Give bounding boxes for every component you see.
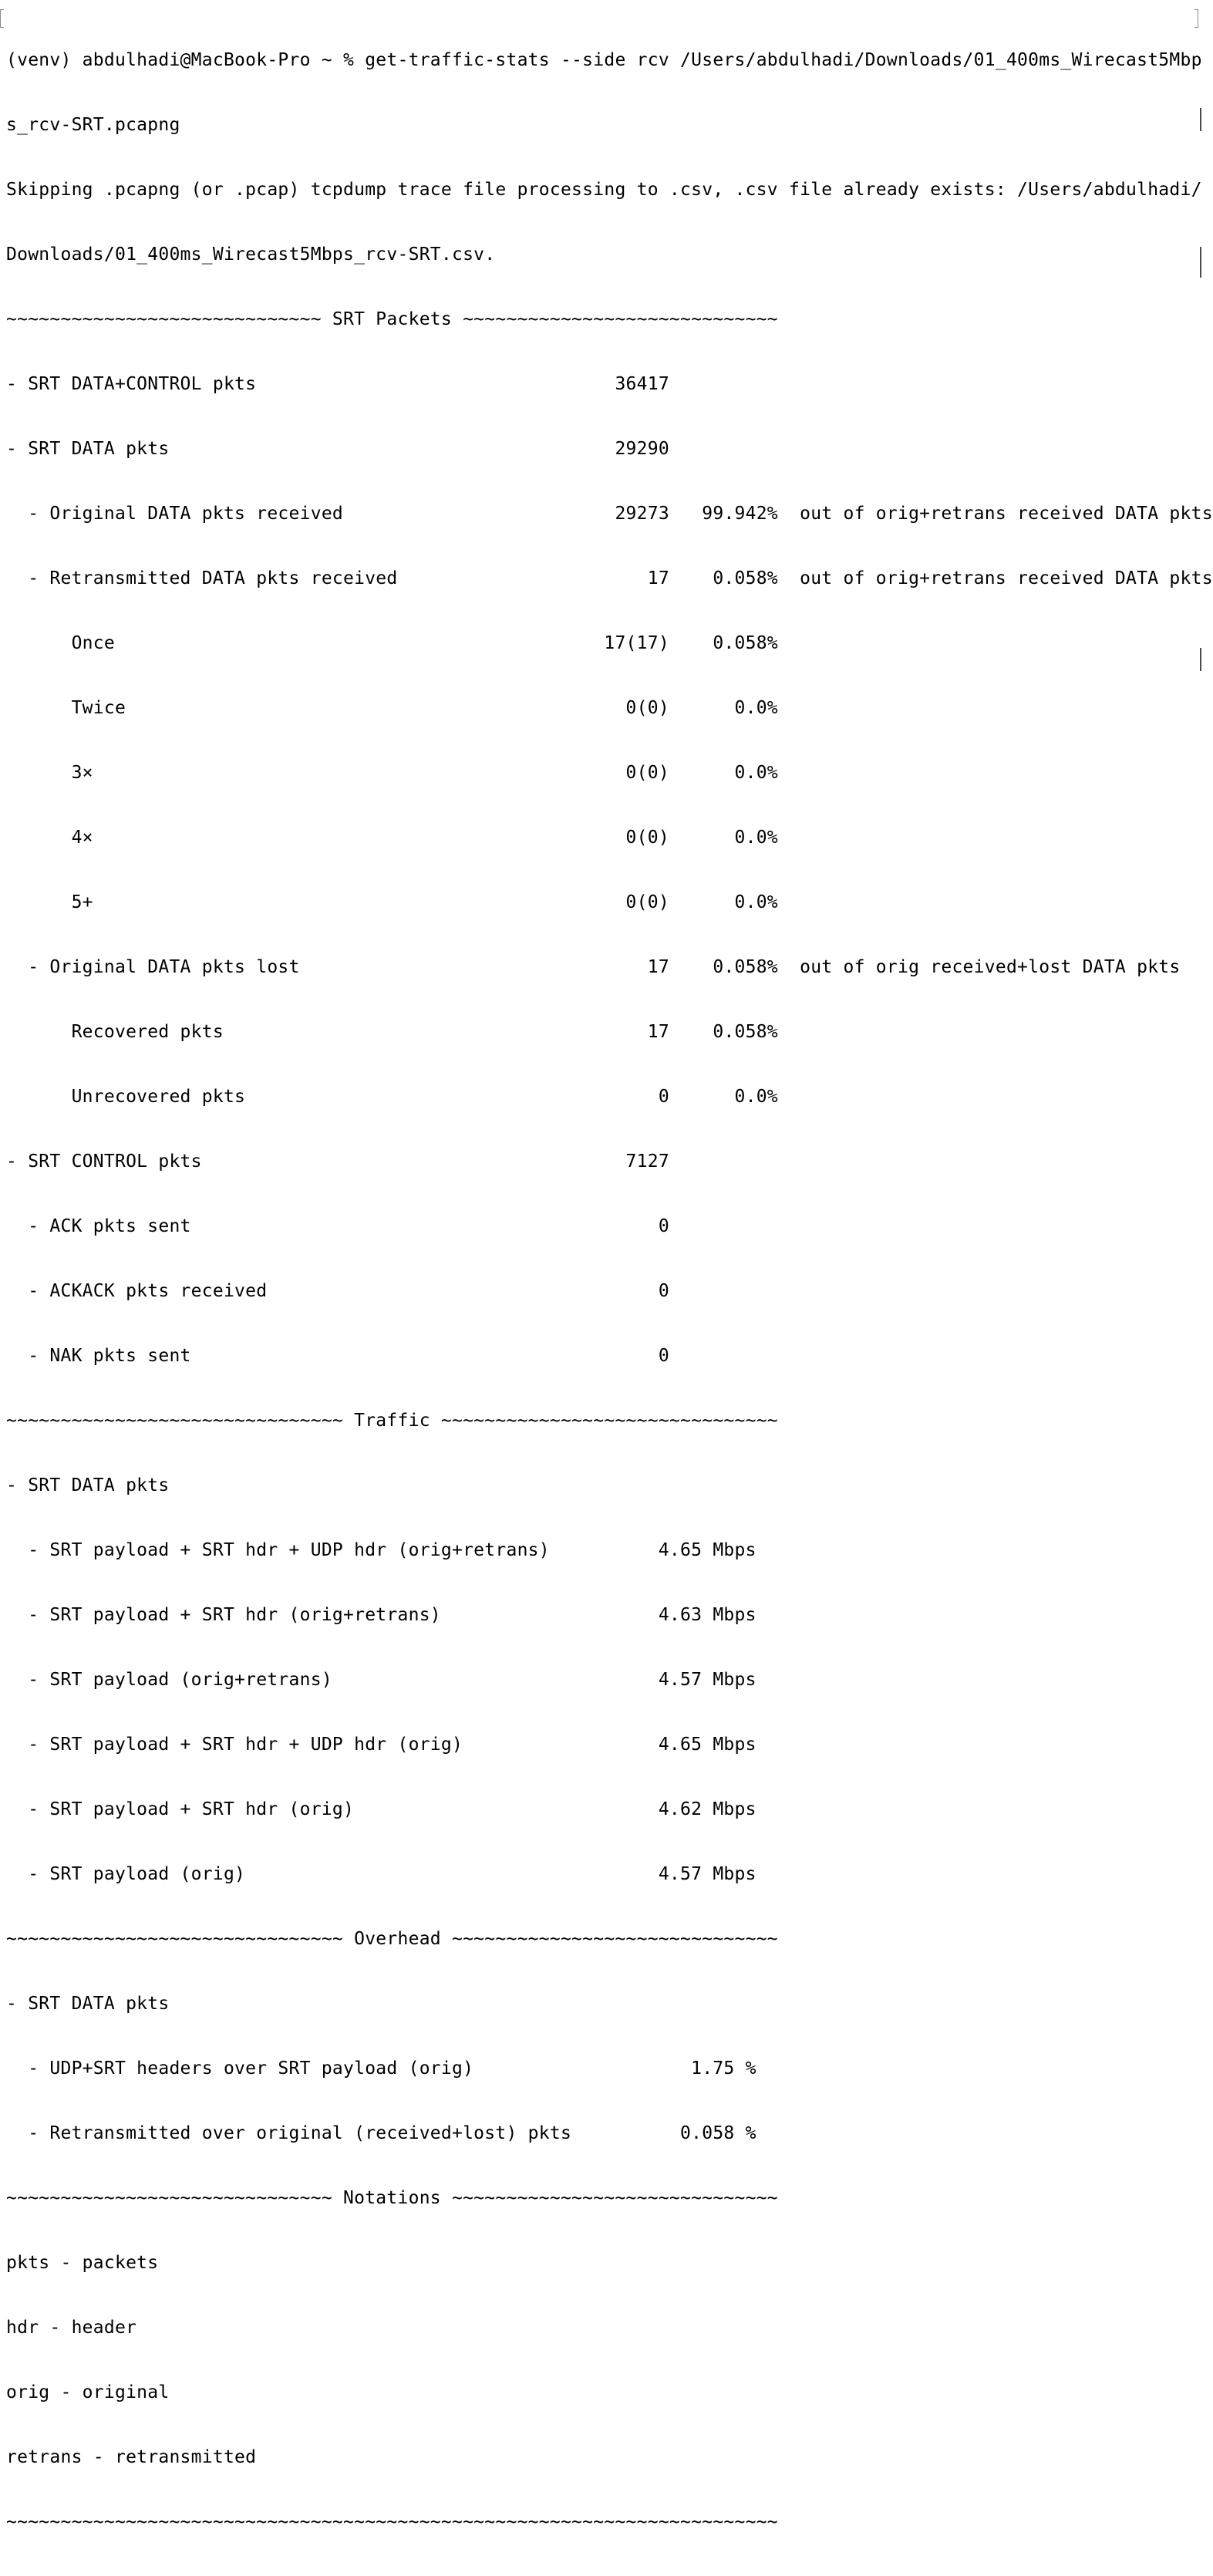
stat-line: - Retransmitted over original (received+lost) pkts 0.058 %: [6, 2123, 756, 2143]
stat-line: - SRT payload + SRT hdr (orig) 4.62 Mbps: [6, 1799, 756, 1819]
notation-line: orig - original: [6, 2382, 170, 2402]
stat-line: - SRT payload + SRT hdr + UDP hdr (orig) 4.65 Mbps: [6, 1735, 756, 1755]
stat-line: - SRT DATA pkts: [6, 1994, 170, 2014]
stat-line: - Retransmitted DATA pkts received 17 0.058% out of orig+retrans received DATA pkts: [6, 568, 1213, 588]
stat-line: - SRT CONTROL pkts 7127: [6, 1151, 669, 1172]
stat-line: Recovered pkts 17 0.058%: [6, 1022, 778, 1042]
stat-line: - SRT payload + SRT hdr + UDP hdr (orig+retrans) 4.65 Mbps: [6, 1540, 756, 1560]
terminal-output[interactable]: [6, 6, 1213, 2576]
notation-line: pkts - packets: [6, 2253, 159, 2273]
selection-bracket-left: [0, 9, 4, 28]
info-message-line: Skipping .pcapng (or .pcap) tcpdump trace file processing to .csv, .csv file already exists: /Users/abdulhadi/: [6, 180, 1202, 200]
stat-line: 3× 0(0) 0.0%: [6, 763, 778, 783]
notation-line: retrans - retransmitted: [6, 2447, 257, 2467]
stat-line: Unrecovered pkts 0 0.0%: [6, 1087, 778, 1107]
stat-line: 4× 0(0) 0.0%: [6, 828, 778, 848]
stat-line: - NAK pkts sent 0: [6, 1346, 669, 1366]
notation-line: hdr - header: [6, 2318, 137, 2338]
stat-line: - Original DATA pkts lost 17 0.058% out of orig received+lost DATA pkts: [6, 957, 1181, 977]
stat-line: - SRT DATA+CONTROL pkts 36417: [6, 374, 669, 394]
stat-line: Twice 0(0) 0.0%: [6, 698, 778, 718]
stat-line: - SRT DATA pkts 29290: [6, 439, 669, 459]
section-footer-divider: ~~~~~~~~~~~~~~~~~~~~~~~~~~~~~~~~~~~~~~~~~~~~~~~~~~~~~~~~~~~~~~~~~~~~~~~: [6, 2512, 778, 2532]
stat-line: - SRT payload (orig+retrans) 4.57 Mbps: [6, 1670, 756, 1690]
stat-line: - SRT payload + SRT hdr (orig+retrans) 4.63 Mbps: [6, 1605, 756, 1625]
stat-line: Once 17(17) 0.058%: [6, 633, 778, 653]
command-prompt-line: (venv) abdulhadi@MacBook-Pro ~ % get-traffic-stats --side rcv /Users/abdulhadi/Downloads/01_400ms_Wirecast5Mbp: [6, 50, 1202, 70]
stat-line: - SRT DATA pkts: [6, 1475, 170, 1495]
stat-line: - Original DATA pkts received 29273 99.942% out of orig+retrans received DATA pkts: [6, 504, 1213, 524]
stat-line: - UDP+SRT headers over SRT payload (orig) 1.75 %: [6, 2058, 756, 2079]
info-message-line: Downloads/01_400ms_Wirecast5Mbps_rcv-SRT.csv.: [6, 244, 496, 265]
stat-line: - ACKACK pkts received 0: [6, 1281, 669, 1301]
section-header-overhead: ~~~~~~~~~~~~~~~~~~~~~~~~~~~~~~~ Overhead ~~~~~~~~~~~~~~~~~~~~~~~~~~~~~~: [6, 1929, 778, 1949]
command-continuation-line: s_rcv-SRT.pcapng: [6, 115, 180, 135]
stat-line: 5+ 0(0) 0.0%: [6, 892, 778, 912]
section-header-notations: ~~~~~~~~~~~~~~~~~~~~~~~~~~~~~~ Notations ~~~~~~~~~~~~~~~~~~~~~~~~~~~~~~: [6, 2188, 778, 2208]
stat-line: - SRT payload (orig) 4.57 Mbps: [6, 1864, 756, 1884]
section-header-srt-packets: ~~~~~~~~~~~~~~~~~~~~~~~~~~~~~ SRT Packets ~~~~~~~~~~~~~~~~~~~~~~~~~~~~~: [6, 309, 778, 329]
section-header-traffic: ~~~~~~~~~~~~~~~~~~~~~~~~~~~~~~~ Traffic ~~~~~~~~~~~~~~~~~~~~~~~~~~~~~~~: [6, 1411, 778, 1431]
stat-line: - ACK pkts sent 0: [6, 1216, 669, 1236]
